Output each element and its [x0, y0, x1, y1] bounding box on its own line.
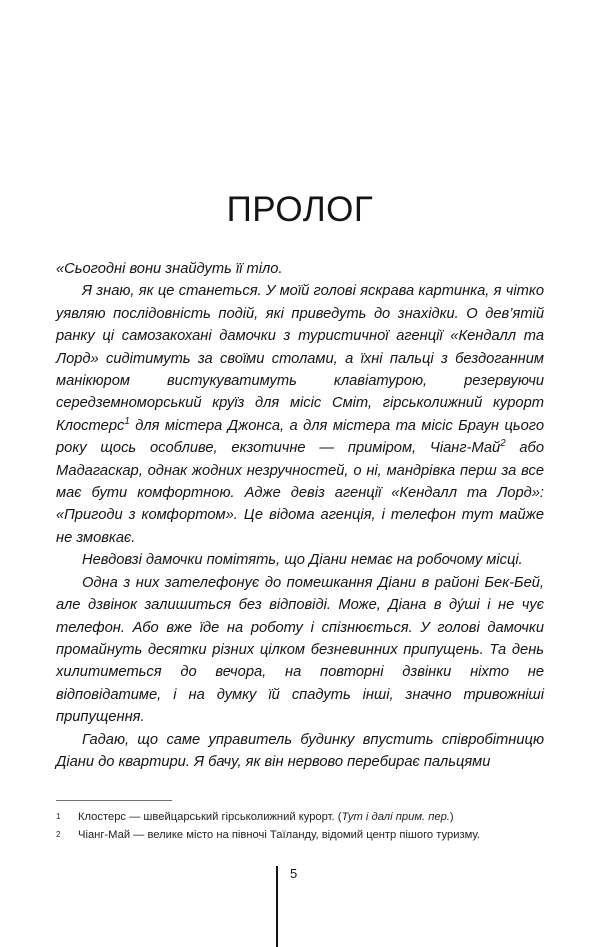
- paragraph-building-manager: Гадаю, що саме управитель будинку впустить співробітницю Діани до квартири. Я бачу, як він нервово перебирає пальцями: [56, 731, 544, 770]
- footnote-text-1-italic: Тут і далі прим. пер.: [341, 811, 450, 823]
- footnote-text-1-plain: Клостерс — швейцарський гірськолижний курорт. (: [78, 811, 342, 823]
- body-text-block: [56, 258, 544, 773]
- footnote-marker-1: 1: [56, 812, 61, 821]
- paragraph-text-segment-2: для містера Джонса, а для містера та місіс Браун цього року щось особливе, екзотичне — приміром, Чіанг-Май: [56, 417, 544, 457]
- footnote-text-1: [78, 809, 516, 826]
- footnote-item-1: [56, 809, 516, 826]
- page-number: 5: [290, 866, 298, 881]
- footnote-marker-2: 2: [56, 830, 61, 839]
- page-gutter-line: [276, 866, 278, 947]
- footnote-text-2: [78, 827, 516, 844]
- footnote-separator-rule: [56, 800, 172, 801]
- paragraph-diana-missing: Невдовзі дамочки помітять, що Діани немає на робочому місці.: [82, 552, 523, 569]
- page-title: ПРОЛОГ: [226, 190, 374, 230]
- footnote-ref-2[interactable]: 2: [500, 438, 506, 450]
- paragraph-with-footnote-refs: [56, 280, 544, 549]
- footnotes-section: [56, 800, 516, 845]
- footnote-text-1-tail: ): [449, 811, 454, 823]
- footnote-ref-1[interactable]: 1: [124, 415, 130, 427]
- paragraph-opening: «Сьогодні вони знайдуть її тіло.: [56, 261, 283, 277]
- paragraph-text-segment-1: Я знаю, як це станеться. У моїй голові яскрава картинка, я чітко уявляю послідовність подій, які приведуть до знахідки. О дев’ятій ранку ці самозакохані дамочки з туристичної агенції «Кендалл та Лорд» сидітимуть за своїми столами, а їхні пальці з бездоганним манікюром вистукуватимуть клавіатурою, резервуючи середземноморський круїз для місіс Сміт, гірськолижний курорт Клостерс: [56, 283, 544, 434]
- footnote-text-2-plain: Чіанг-Май — велике місто на півночі Таїланду, відомий центр пішого туризму.: [78, 829, 480, 841]
- paragraph-phone-calls: Одна з них зателефонує до помешкання Діани в районі Бек-Бей, але дзвінок залишиться без відповіді. Може, Діана в ду́ші і не чує телефон. Або вже їде на роботу і спізнюється. У голові дамочки промайнуть десятки різних цілком безневинних припущень. Та день хилитиметься до вечора, на повторні дзвінки ніхто не відповідатиме, і на думку їй спадуть інші, значно тривожніші припущення.: [56, 574, 544, 726]
- paragraph-text-segment-3: або Мадагаскар, однак жодних незручностей, о ні, мандрівка перш за все має бути комфортною. Адже девіз агенції «Кендалл та Лорд»: «Пригоди з комфортом». Це відома агенція, і телефон тут майже не змовкає.: [56, 440, 544, 546]
- footnote-item-2: [56, 827, 516, 844]
